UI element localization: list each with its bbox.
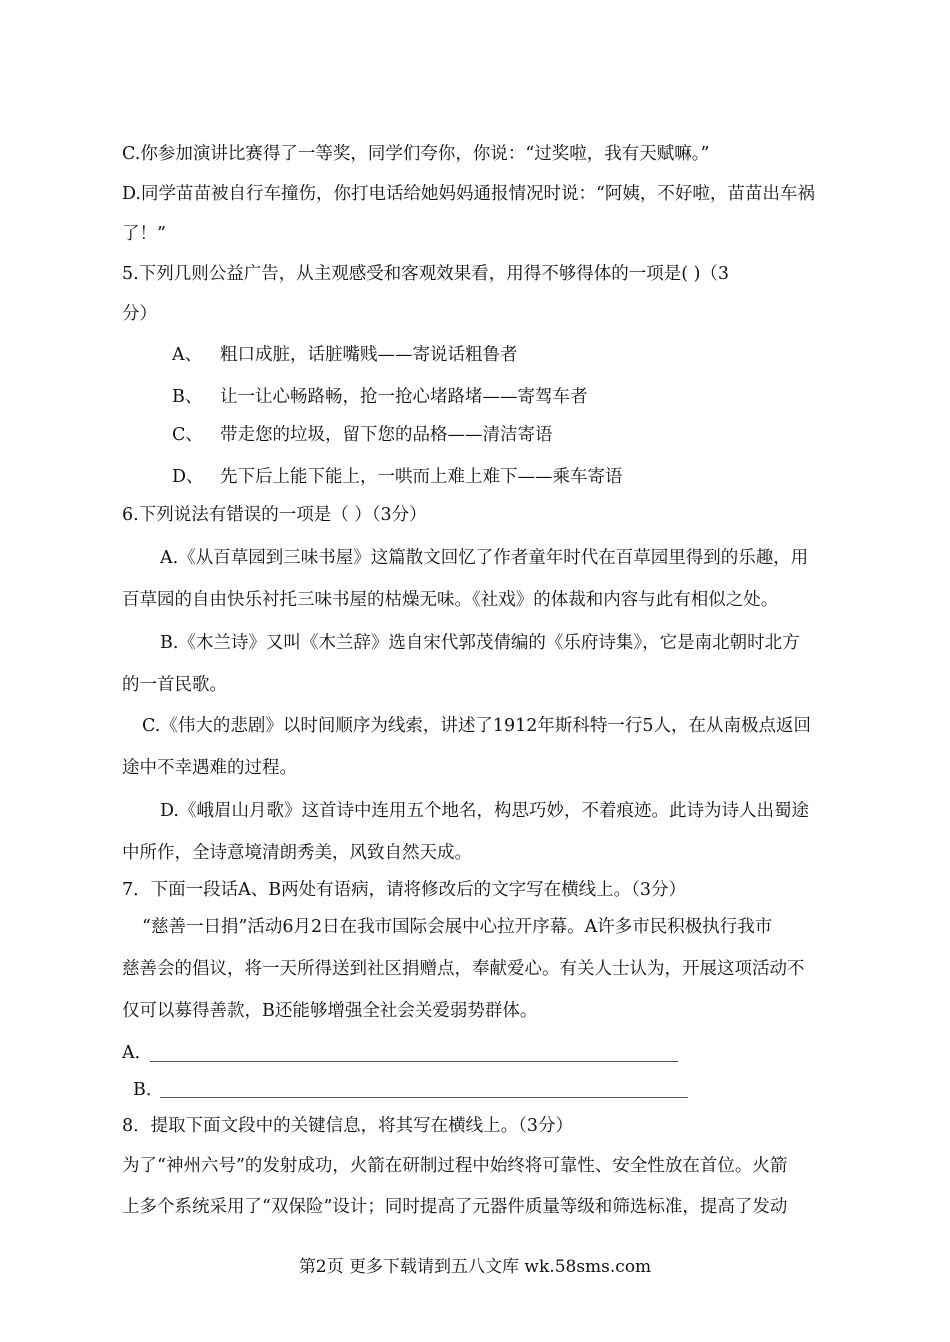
q5-stem-line2: 分）	[122, 304, 157, 324]
q7-blank-a-line[interactable]	[150, 1061, 678, 1062]
q5-option-b-text: 让一让心畅路畅，抢一抢心堵路堵——寄驾车者	[220, 387, 588, 407]
q6-option-c-line1: C.《伟大的悲剧》以时间顺序为线索，讲述了1912年斯科特一行5人，在从南极点返回	[142, 716, 811, 736]
q5-option-a-label: A、	[172, 345, 203, 365]
q7-paragraph-line2: 慈善会的倡议，将一天所得送到社区捐赠点，奉献爱心。有关人士认为，开展这项活动不	[122, 959, 805, 979]
q4-option-d-line1: D.同学苗苗被自行车撞伤，你打电话给她妈妈通报情况时说：“阿姨，不好啦，苗苗出车祸	[122, 184, 815, 204]
q4-option-c: C.你参加演讲比赛得了一等奖，同学们夸你，你说：“过奖啦，我有天赋嘛。”	[122, 144, 710, 164]
q5-option-d-text: 先下后上能下能上，一哄而上难上难下——乘车寄语	[220, 467, 623, 487]
q6-option-d-line2: 中所作，全诗意境清朗秀美，风致自然天成。	[122, 843, 472, 863]
q6-option-b-line1: B.《木兰诗》又叫《木兰辞》选自宋代郭茂倩编的《乐府诗集》，它是南北朝时北方	[160, 633, 800, 653]
q7-stem: 7．下面一段话A、B两处有语病，请将修改后的文字写在横线上。（3分）	[122, 880, 687, 900]
q5-option-d-label: D、	[172, 467, 204, 487]
q8-stem: 8．提取下面文段中的关键信息，将其写在横线上。（3分）	[122, 1116, 574, 1136]
q6-option-b-line2: 的一首民歌。	[122, 675, 227, 695]
q6-option-a-line1: A.《从百草园到三味书屋》这篇散文回忆了作者童年时代在百草园里得到的乐趣，用	[160, 548, 809, 568]
q7-paragraph-line3: 仅可以募得善款，B还能够增强全社会关爱弱势群体。	[122, 1001, 538, 1021]
q5-stem-line1: 5.下列几则公益广告，从主观感受和客观效果看，用得不够得体的一项是( )（3	[122, 264, 730, 284]
q6-option-c-line2: 途中不幸遇难的过程。	[122, 758, 297, 778]
q5-option-b-label: B、	[172, 387, 203, 407]
q7-blank-b-label: B．	[133, 1080, 164, 1100]
q7-paragraph-line1: “慈善一日捐”活动6月2日在我市国际会展中心拉开序幕。A许多市民积极执行我市	[142, 917, 773, 937]
q6-option-d-line1: D.《峨眉山月歌》这首诗中连用五个地名，构思巧妙，不着痕迹。此诗为诗人出蜀途	[160, 801, 809, 821]
q6-option-a-line2: 百草园的自由快乐衬托三味书屋的枯燥无味。《社戏》的体裁和内容与此有相似之处。	[122, 590, 779, 610]
q7-blank-a-label: A．	[122, 1043, 153, 1063]
q6-stem: 6.下列说法有错误的一项是（ ）（3分）	[122, 505, 427, 525]
q5-option-c-text: 带走您的垃圾，留下您的品格——清洁寄语	[220, 425, 553, 445]
q7-blank-b-line[interactable]	[160, 1097, 688, 1098]
q8-paragraph-line1: 为了“神州六号”的发射成功，火箭在研制过程中始终将可靠性、安全性放在首位。火箭	[122, 1156, 788, 1176]
page-footer: 第2页 更多下载请到五八文库 wk.58sms.com	[298, 1257, 652, 1277]
q5-option-c-label: C、	[172, 425, 203, 445]
q8-paragraph-line2: 上多个系统采用了“双保险”设计；同时提高了元器件质量等级和筛选标准，提高了发动	[122, 1197, 788, 1217]
q4-option-d-line2: 了！”	[122, 224, 166, 244]
q5-option-a-text: 粗口成脏，话脏嘴贱——寄说话粗鲁者	[220, 345, 518, 365]
